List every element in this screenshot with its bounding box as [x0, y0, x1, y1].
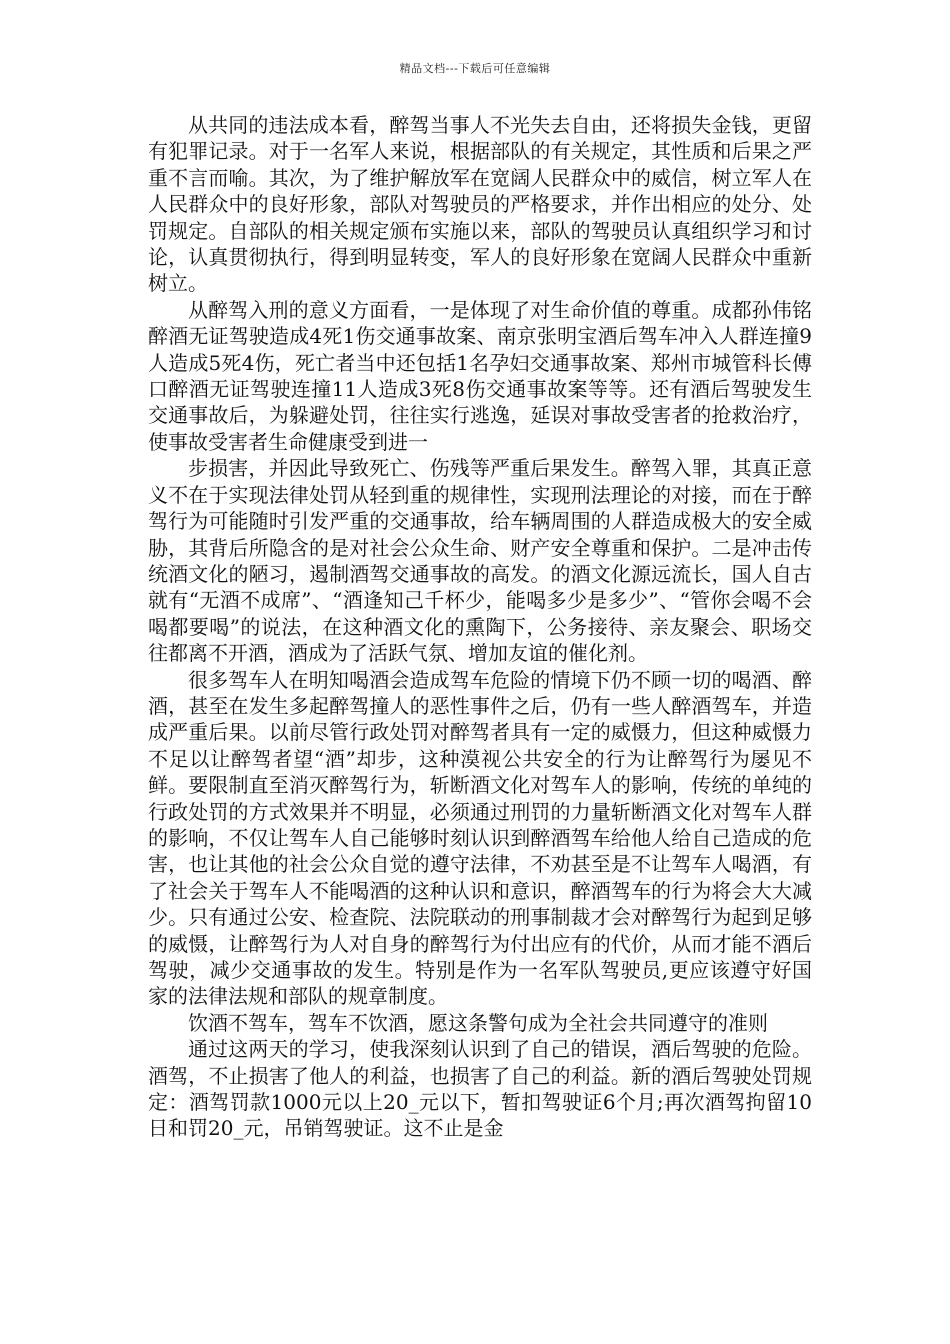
paragraph-3: 步损害，并因此导致死亡、伤残等严重后果发生。醉驾入罪，其真正意义不在于实现法律处罚从轻到重的规律性，实现刑法理论的对接，而在于醉驾行为可能随时引发严重的交通事故，给车辆周围的人群造成极大的安全威胁，其背后所隐含的是对社会公众生命、财产安全尊重和保护。二是冲击传统酒文化的陋习，遏制酒驾交通事故的高发。的酒文化源远流长，国人自古就有“无酒不成席”、“酒逢知己千杯少，能喝多少是多少”、“管你会喝不会喝都要喝”的说法，在这种酒文化的熏陶下，公务接待、亲友聚会、职场交往都离不开酒，酒成为了活跃气氛、增加友谊的催化剂。: [148, 456, 812, 666]
paragraph-5: 饮酒不驾车，驾车不饮酒，愿这条警句成为全社会共同遵守的准则: [188, 1010, 768, 1035]
paragraph-2: 从醉驾入刑的意义方面看，一是体现了对生命价值的尊重。成都孙伟铭醉酒无证驾驶造成4死1伤交通事故案、南京张明宝酒后驾车冲入人群连撞9人造成5死4伤，死亡者当中还包括1名孕妇交通事故案、郑州市城管科长傅口醉酒无证驾驶连撞11人造成3死8伤交通事故案等等。还有酒后驾驶发生交通事故后，为躲避处罚，往往实行逃逸，延误对事故受害者的抢救治疗，使事故受害者生命健康受到进一: [148, 297, 812, 454]
page-header: 精品文档---下载后可任意编辑: [399, 62, 551, 75]
paragraph-1: 从共同的违法成本看，醉驾当事人不光失去自由，还将损失金钱，更留有犯罪记录。对于一名军人来说，根据部队的有关规定，其性质和后果之严重不言而喻。其次，为了维护解放军在宽阔人民群众中的威信，树立军人在人民群众中的良好形象，部队对驾驶员的严格要求，并作出相应的处分、处罚规定。自部队的相关规定颁布实施以来，部队的驾驶员认真组织学习和讨论，认真贯彻执行，得到明显转变，军人的良好形象在宽阔人民群众中重新树立。: [148, 113, 812, 296]
paragraph-6: 通过这两天的学习，使我深刻认识到了自己的错误，酒后驾驶的危险。酒驾，不止损害了他人的利益，也损害了自己的利益。新的酒后驾驶处罚规定：酒驾罚款1000元以上20_元以下，暂扣驾驶证6个月;再次酒驾拘留10日和罚20_元，吊销驾驶证。这不止是金: [148, 1037, 812, 1141]
document-body: [148, 112, 812, 1142]
paragraph-4: 很多驾车人在明知喝酒会造成驾车危险的情境下仍不顾一切的喝酒、醉酒，甚至在发生多起醉驾撞人的恶性事件之后，仍有一些人醉酒驾车，并造成严重后果。以前尽管行政处罚对醉驾者具有一定的威慑力，但这种威慑力不足以让醉驾者望“酒”却步，这种漠视公共安全的行为让醉驾行为屡见不鲜。要限制直至消灭醉驾行为，斩断酒文化对驾车人的影响，传统的单纯的行政处罚的方式效果并不明显，必须通过刑罚的力量斩断酒文化对驾车人群的影响，不仅让驾车人自己能够时刻认识到醉酒驾车给他人给自己造成的危害，也让其他的社会公众自觉的遵守法律，不劝甚至是不让驾车人喝酒，有了社会关于驾车人不能喝酒的这种认识和意识，醉酒驾车的行为将会大大减少。只有通过公安、检查院、法院联动的刑事制裁才会对醉驾行为起到足够的威慑，让醉驾行为人对自身的醉驾行为付出应有的代价，从而才能不酒后驾驶，减少交通事故的发生。特别是作为一名军队驾驶员,更应该遵守好国家的法律法规和部队的规章制度。: [148, 667, 812, 1009]
